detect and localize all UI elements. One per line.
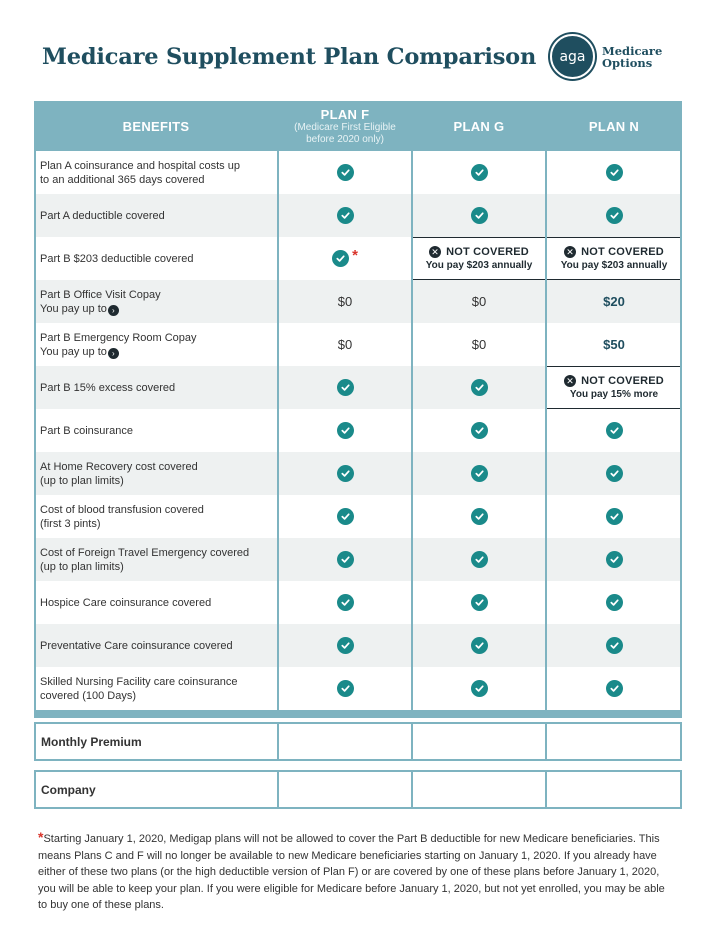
header-plan-n [546, 101, 682, 151]
row-label-line1: Hospice Care coinsurance covered [40, 596, 212, 609]
row-label-line1: Cost of Foreign Travel Emergency covered [40, 546, 250, 559]
row-label-line1: Cost of blood transfusion covered [40, 503, 204, 516]
check-icon [337, 680, 354, 697]
value-cell: $0 [471, 294, 487, 309]
row-label-line1: Plan A coinsurance and hospital costs up [40, 159, 240, 172]
row-label-line2: (up to plan limits) [40, 560, 124, 573]
row-label [40, 194, 276, 237]
row-label-line1: Part B Emergency Room Copay [40, 331, 197, 344]
close-circle-icon: ✕ [564, 375, 576, 387]
check-icon [471, 207, 488, 224]
column-divider [545, 101, 547, 718]
header-benefits-label: BENEFITS [122, 118, 190, 134]
column-divider [411, 724, 413, 759]
table-row [34, 667, 682, 710]
check-icon [471, 551, 488, 568]
check-icon [606, 422, 623, 439]
row-label [40, 581, 276, 624]
check-icon [471, 594, 488, 611]
table-row [34, 323, 682, 366]
company-row [34, 770, 682, 809]
row-label [40, 151, 276, 194]
table-border-right [680, 101, 682, 718]
column-divider [277, 101, 279, 718]
row-label-line1: Part A deductible covered [40, 209, 165, 222]
row-label-line2: covered (100 Days) [40, 689, 136, 702]
header-plan-g [412, 101, 546, 151]
header-plan-f-sub2: before 2020 only) [306, 133, 384, 145]
column-divider [545, 772, 547, 807]
logo [550, 34, 662, 79]
page-title: Medicare Supplement Plan Comparison [42, 44, 537, 70]
close-circle-icon: ✕ [429, 246, 441, 258]
arrow-right-icon: › [108, 305, 119, 316]
row-label-line2: You pay up to [40, 345, 107, 358]
row-label-line2: to an additional 365 days covered [40, 173, 205, 186]
check-icon [471, 637, 488, 654]
footnote-asterisk: * [38, 829, 44, 845]
check-icon [471, 164, 488, 181]
check-icon [606, 594, 623, 611]
logo-line-2: Options [602, 55, 653, 70]
row-label-line1: Skilled Nursing Facility care coinsurance [40, 675, 238, 688]
row-label-line1: Preventative Care coinsurance covered [40, 639, 233, 652]
row-label-line2: (first 3 pints) [40, 517, 101, 530]
check-icon [606, 680, 623, 697]
table-row [34, 538, 682, 581]
row-label [40, 495, 276, 538]
header-plan-n-label: PLAN N [588, 118, 640, 134]
check-icon [337, 207, 354, 224]
check-icon [471, 508, 488, 525]
row-label [40, 409, 276, 452]
check-icon [337, 551, 354, 568]
value-cell: $0 [337, 294, 353, 309]
not-covered-sub: You pay $203 annually [560, 260, 668, 271]
row-label-line2: You pay up to [40, 302, 107, 315]
table-row [34, 452, 682, 495]
not-covered-sub: You pay 15% more [569, 389, 659, 400]
not-covered-label: NOT COVERED [446, 246, 529, 258]
row-label [40, 323, 276, 366]
row-label-line1: Part B 15% excess covered [40, 381, 176, 394]
monthly-premium-label: Monthly Premium [41, 734, 142, 749]
not-covered-label: NOT COVERED [581, 246, 664, 258]
column-divider [545, 724, 547, 759]
row-label [40, 280, 276, 323]
column-divider [411, 101, 413, 718]
table-row [34, 194, 682, 237]
monthly-premium-row [34, 722, 682, 761]
check-icon [606, 551, 623, 568]
table-row [34, 237, 682, 280]
value-cell: $0 [471, 337, 487, 352]
check-icon [606, 164, 623, 181]
row-label-line1: Part B $203 deductible covered [40, 252, 194, 265]
check-icon [337, 508, 354, 525]
header-plan-f-label: PLAN F [320, 106, 370, 122]
check-icon [337, 594, 354, 611]
header-plan-f [278, 101, 412, 151]
column-divider [277, 724, 279, 759]
not-covered-box [546, 366, 682, 409]
row-label-line1: Part B Office Visit Copay [40, 288, 161, 301]
table-row [34, 409, 682, 452]
table-row [34, 151, 682, 194]
asterisk-marker: * [352, 247, 358, 264]
check-icon [332, 250, 349, 267]
header-plan-g-label: PLAN G [453, 118, 505, 134]
close-circle-icon: ✕ [564, 246, 576, 258]
row-label [40, 452, 276, 495]
table-row [34, 495, 682, 538]
table-row [34, 280, 682, 323]
value-cell: $20 [603, 294, 625, 309]
row-label [40, 624, 276, 667]
check-icon [337, 465, 354, 482]
table-border-left [34, 101, 36, 718]
table-row [34, 581, 682, 624]
check-icon [471, 680, 488, 697]
row-label [40, 366, 276, 409]
check-icon [471, 465, 488, 482]
arrow-right-icon: › [108, 348, 119, 359]
check-icon [337, 164, 354, 181]
column-divider [411, 772, 413, 807]
row-label-line1: Part B coinsurance [40, 424, 133, 437]
footnote [38, 829, 674, 914]
check-icon [606, 637, 623, 654]
row-label-line2: (up to plan limits) [40, 474, 124, 487]
header-plan-f-sub1: (Medicare First Eligible [294, 121, 396, 133]
company-label: Company [41, 782, 96, 797]
value-cell: $50 [603, 337, 625, 352]
not-covered-box [546, 237, 682, 280]
logo-line-1: Medicare [602, 43, 663, 58]
check-icon [606, 207, 623, 224]
check-icon [337, 379, 354, 396]
row-label [40, 667, 276, 710]
not-covered-label: NOT COVERED [581, 375, 664, 387]
table-row [34, 624, 682, 667]
value-cell: $0 [337, 337, 353, 352]
check-icon [471, 379, 488, 396]
table-bottom-bar [34, 710, 682, 718]
footnote-text: Starting January 1, 2020, Medigap plans will not be allowed to cover the Part B deductible for new Medicare beneficiaries. This means Plans C and F will no longer be available to new Medicare beneficiaries starting on January 1, 2020. If you already have either of these two plans (or the high deductible version of Plan F) or are covered by one of these plans before January 1, 2020, you will be able to keep your plan. If you were eligible for Medicare before January 1, 2020, but not yet enrolled, you may be able to buy one of these plans. [38, 833, 665, 911]
logo-mark: aga [550, 34, 595, 79]
check-icon [606, 465, 623, 482]
table-row [34, 366, 682, 409]
header-benefits [34, 101, 278, 151]
check-icon [337, 637, 354, 654]
row-label-line1: At Home Recovery cost covered [40, 460, 198, 473]
column-divider [277, 772, 279, 807]
row-label [40, 237, 276, 280]
check-icon [606, 508, 623, 525]
check-icon [471, 422, 488, 439]
not-covered-sub: You pay $203 annually [425, 260, 533, 271]
check-icon [337, 422, 354, 439]
not-covered-box [412, 237, 546, 280]
logo-text [602, 45, 662, 69]
row-label [40, 538, 276, 581]
